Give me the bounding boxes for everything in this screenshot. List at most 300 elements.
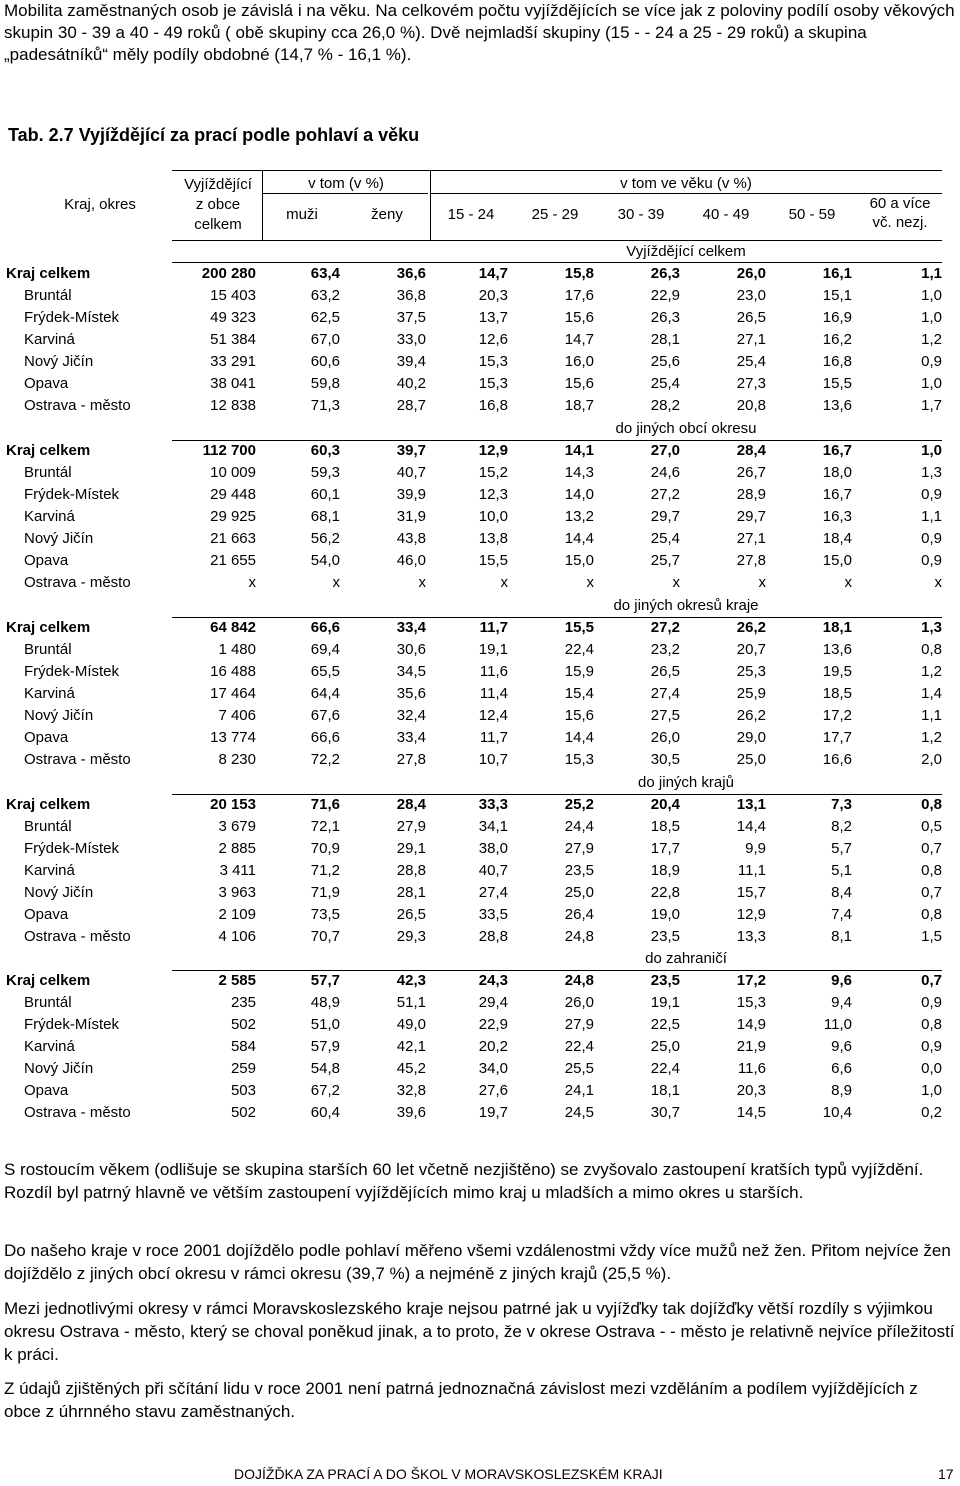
table-cell: 29,7 bbox=[736, 507, 766, 525]
table-cell: 25,2 bbox=[564, 796, 594, 813]
table-cell: 1,0 bbox=[921, 1081, 942, 1099]
table-cell: 15 403 bbox=[210, 286, 256, 304]
table-cell: 19,0 bbox=[650, 905, 680, 923]
table-cell: 503 bbox=[230, 1081, 256, 1099]
table-cell: 71,2 bbox=[310, 861, 340, 879]
table-cell: 14,4 bbox=[564, 529, 594, 547]
row-label: Frýdek-Místek bbox=[24, 308, 120, 326]
table-cell: 23,5 bbox=[650, 972, 680, 989]
table-cell: 69,4 bbox=[310, 640, 340, 658]
table-cell: 502 bbox=[230, 1015, 256, 1033]
table-cell: 62,5 bbox=[310, 308, 340, 326]
table-cell: 25,4 bbox=[650, 374, 680, 392]
table-cell: 14,4 bbox=[564, 728, 594, 746]
table-cell: 16,9 bbox=[822, 308, 852, 326]
table-cell: 15,2 bbox=[478, 463, 508, 481]
table-cell: 10,7 bbox=[478, 750, 508, 768]
header-vtom-pct: v tom (v %) bbox=[308, 175, 384, 192]
page-number: 17 bbox=[938, 1466, 954, 1482]
table-row bbox=[0, 506, 960, 528]
row-label: Frýdek-Místek bbox=[24, 839, 120, 857]
table-cell: 22,4 bbox=[564, 640, 594, 658]
table-cell: 72,2 bbox=[310, 750, 340, 768]
table-cell: 32,8 bbox=[396, 1081, 426, 1099]
table-cell: 14,0 bbox=[564, 485, 594, 503]
table-cell: 32,4 bbox=[396, 706, 426, 724]
table-cell: 27,5 bbox=[650, 706, 680, 724]
table-cell: 1,3 bbox=[921, 619, 942, 636]
table-cell: 15,6 bbox=[564, 706, 594, 724]
table-cell: 24,4 bbox=[564, 817, 594, 835]
table-cell: 28,8 bbox=[396, 861, 426, 879]
table-cell: 25,9 bbox=[736, 684, 766, 702]
table-cell: 40,7 bbox=[396, 463, 426, 481]
table-cell: 2,0 bbox=[921, 750, 942, 768]
table-cell: 27,2 bbox=[650, 619, 680, 636]
row-label: Opava bbox=[24, 905, 69, 923]
table-cell: 18,1 bbox=[650, 1081, 680, 1099]
table-cell: 6,6 bbox=[831, 1059, 852, 1077]
table-cell: 24,8 bbox=[564, 972, 594, 989]
table-cell: 33,4 bbox=[396, 619, 426, 636]
table-cell: 26,2 bbox=[736, 619, 766, 636]
table-cell: 29,3 bbox=[396, 927, 426, 945]
table-row bbox=[0, 683, 960, 705]
table-row bbox=[0, 1014, 960, 1036]
table-cell: 27,8 bbox=[396, 750, 426, 768]
table-cell: x bbox=[844, 573, 852, 591]
header-zeny: ženy bbox=[371, 206, 403, 223]
row-label: Kraj celkem bbox=[6, 442, 91, 459]
table-cell: 29 448 bbox=[210, 485, 256, 503]
row-label: Karviná bbox=[24, 684, 75, 702]
table-cell: 10,0 bbox=[478, 507, 508, 525]
header-age-50-59: 50 - 59 bbox=[788, 206, 836, 223]
row-label: Kraj celkem bbox=[6, 796, 91, 813]
table-cell: 27,0 bbox=[650, 442, 680, 459]
row-label: Frýdek-Místek bbox=[24, 485, 120, 503]
table-cell: 29,7 bbox=[650, 507, 680, 525]
table-row bbox=[0, 838, 960, 860]
table-cell: 0,7 bbox=[921, 972, 942, 989]
table-cell: 70,9 bbox=[310, 839, 340, 857]
table-row bbox=[0, 484, 960, 506]
table-cell: 34,0 bbox=[478, 1059, 508, 1077]
row-label: Nový Jičín bbox=[24, 883, 94, 901]
paragraph: Do našeho kraje v roce 2001 dojíždělo podle pohlaví měřeno všemi vzdálenostmi vždy více mužů než žen. Přitom nejvíce žen dojíždělo z jiných obcí okresu v rámci okresu (39,7 %) a nejméně z jiných krajů (25,5 %). bbox=[4, 1241, 951, 1283]
table-cell: 31,9 bbox=[396, 507, 426, 525]
table-cell: 112 700 bbox=[202, 442, 256, 459]
table-cell: 16,6 bbox=[822, 750, 852, 768]
table-cell: 17,6 bbox=[564, 286, 594, 304]
table-cell: 235 bbox=[230, 993, 256, 1011]
table-cell: 33,0 bbox=[396, 330, 426, 348]
table-cell: 39,9 bbox=[396, 485, 426, 503]
table-row bbox=[0, 528, 960, 550]
header-age-15-24: 15 - 24 bbox=[447, 206, 495, 223]
table-cell: 502 bbox=[230, 1103, 256, 1121]
row-label: Kraj celkem bbox=[6, 972, 91, 989]
table-cell: 28,4 bbox=[396, 796, 426, 813]
table-row bbox=[0, 462, 960, 484]
table-cell: 27,9 bbox=[564, 839, 594, 857]
table-row-total bbox=[0, 440, 960, 462]
table-cell: 15,3 bbox=[736, 993, 766, 1011]
table-cell: 25,4 bbox=[736, 352, 766, 370]
row-label: Bruntál bbox=[24, 817, 72, 835]
table-cell: 2 885 bbox=[218, 839, 256, 857]
table-cell: 25,0 bbox=[650, 1037, 680, 1055]
table-cell: 200 280 bbox=[201, 265, 256, 282]
table-cell: 15,3 bbox=[478, 352, 508, 370]
row-label: Karviná bbox=[24, 1037, 75, 1055]
section-title: Vyjíždějící celkem bbox=[626, 243, 746, 260]
table-cell: 16,8 bbox=[478, 396, 508, 414]
header-kraj-okres: Kraj, okres bbox=[64, 196, 136, 213]
row-label: Bruntál bbox=[24, 640, 72, 658]
table-cell: 0,8 bbox=[921, 861, 942, 879]
table-cell: 15,5 bbox=[822, 374, 852, 392]
table-row bbox=[0, 1058, 960, 1080]
row-label: Karviná bbox=[24, 330, 75, 348]
table-row bbox=[0, 1102, 960, 1124]
table-cell: 15,9 bbox=[564, 662, 594, 680]
table-row bbox=[0, 882, 960, 904]
table-cell: 51,1 bbox=[396, 993, 426, 1011]
table-cell: 5,7 bbox=[831, 839, 852, 857]
table-cell: 27,2 bbox=[650, 485, 680, 503]
table-cell: 27,4 bbox=[650, 684, 680, 702]
table-cell: 26,7 bbox=[736, 463, 766, 481]
table-cell: 16,1 bbox=[822, 265, 852, 282]
table-cell: 13 774 bbox=[210, 728, 256, 746]
table-cell: 13,3 bbox=[736, 927, 766, 945]
table-cell: 24,5 bbox=[564, 1103, 594, 1121]
section-title: do jiných okresů kraje bbox=[613, 597, 759, 614]
table-cell: 8 230 bbox=[218, 750, 256, 768]
table-cell: 26,2 bbox=[736, 706, 766, 724]
table-cell: 28,4 bbox=[736, 442, 766, 459]
table-cell: 24,1 bbox=[564, 1081, 594, 1099]
header-bottom-rule bbox=[172, 240, 942, 241]
table-cell: 67,2 bbox=[310, 1081, 340, 1099]
table-cell: 8,2 bbox=[831, 817, 852, 835]
table-cell: 34,5 bbox=[396, 662, 426, 680]
row-label: Frýdek-Místek bbox=[24, 1015, 120, 1033]
table-cell: 11,4 bbox=[479, 684, 508, 702]
table-cell: 1,1 bbox=[921, 706, 942, 724]
row-label: Bruntál bbox=[24, 993, 72, 1011]
table-row bbox=[0, 395, 960, 417]
table-cell: 20,8 bbox=[736, 396, 766, 414]
table-cell: 1,3 bbox=[921, 463, 942, 481]
table-cell: 15,3 bbox=[478, 374, 508, 392]
table-cell: 56,2 bbox=[310, 529, 340, 547]
table-cell: 3 963 bbox=[218, 883, 256, 901]
table-cell: 7,3 bbox=[831, 796, 852, 813]
table-cell: 15,5 bbox=[564, 619, 594, 636]
section-title: do zahraničí bbox=[645, 950, 727, 967]
table-cell: 48,9 bbox=[310, 993, 340, 1011]
table-cell: 29,4 bbox=[478, 993, 508, 1011]
table-cell: 33,5 bbox=[478, 905, 508, 923]
table-cell: 34,1 bbox=[478, 817, 508, 835]
table-cell: x bbox=[586, 573, 594, 591]
section-title: do jiných obcí okresu bbox=[615, 420, 757, 437]
table-cell: 22,5 bbox=[650, 1015, 680, 1033]
table-cell: 0,8 bbox=[921, 905, 942, 923]
table-cell: 45,2 bbox=[396, 1059, 426, 1077]
table-caption: Tab. 2.7 Vyjíždějící za prací podle pohlaví a věku bbox=[8, 125, 420, 145]
table-cell: 15,7 bbox=[736, 883, 766, 901]
table-cell: 24,6 bbox=[650, 463, 680, 481]
table-cell: 10,4 bbox=[822, 1103, 852, 1121]
table-cell: 18,4 bbox=[822, 529, 852, 547]
table-cell: 66,6 bbox=[310, 619, 340, 636]
table-cell: 33 291 bbox=[210, 352, 256, 370]
table-cell: 36,8 bbox=[396, 286, 426, 304]
table-cell: 11,0 bbox=[823, 1015, 852, 1033]
table-cell: 67,0 bbox=[310, 330, 340, 348]
table-cell: x bbox=[672, 573, 680, 591]
table-cell: 15,6 bbox=[564, 308, 594, 326]
table-cell: 38,0 bbox=[478, 839, 508, 857]
table-cell: 43,8 bbox=[396, 529, 426, 547]
row-label: Ostrava - město bbox=[24, 927, 131, 945]
table-cell: 60,4 bbox=[310, 1103, 340, 1121]
header-vyjizdejici-line3: celkem bbox=[194, 216, 242, 233]
table-cell: 28,2 bbox=[650, 396, 680, 414]
table-cell: 51 384 bbox=[210, 330, 256, 348]
table-cell: 3 679 bbox=[218, 817, 256, 835]
table-cell: 0,9 bbox=[921, 352, 942, 370]
header-age-30-39: 30 - 39 bbox=[617, 206, 665, 223]
table-row bbox=[0, 351, 960, 373]
table-cell: 27,9 bbox=[564, 1015, 594, 1033]
table-cell: 30,6 bbox=[396, 640, 426, 658]
table-cell: 60,6 bbox=[310, 352, 340, 370]
table-cell: 27,9 bbox=[396, 817, 426, 835]
table-cell: 13,1 bbox=[736, 796, 766, 813]
table-cell: x bbox=[758, 573, 766, 591]
table-cell: 9,4 bbox=[831, 993, 852, 1011]
row-label: Ostrava - město bbox=[24, 1103, 131, 1121]
table-cell: 23,5 bbox=[564, 861, 594, 879]
table-cell: 19,5 bbox=[822, 662, 852, 680]
header-vyjizdejici-line1: Vyjíždějící bbox=[184, 176, 252, 193]
header-age-60plus-line1: 60 a více bbox=[869, 195, 931, 212]
table-cell: 0,2 bbox=[921, 1103, 942, 1121]
table-cell: 1,0 bbox=[921, 286, 942, 304]
table-row bbox=[0, 285, 960, 307]
row-label: Nový Jičín bbox=[24, 352, 94, 370]
table-cell: 22,4 bbox=[564, 1037, 594, 1055]
row-label: Nový Jičín bbox=[24, 706, 94, 724]
table-cell: 16,0 bbox=[564, 352, 594, 370]
table-cell: 13,6 bbox=[822, 640, 852, 658]
table-cell: 26,0 bbox=[564, 993, 594, 1011]
table-cell: 12,6 bbox=[478, 330, 508, 348]
row-label: Ostrava - město bbox=[24, 396, 131, 414]
table-row bbox=[0, 661, 960, 683]
table-cell: 54,0 bbox=[310, 551, 340, 569]
table-cell: 36,6 bbox=[396, 265, 426, 282]
table-cell: 27,1 bbox=[736, 330, 766, 348]
table-cell: 27,4 bbox=[478, 883, 508, 901]
table-cell: 1,1 bbox=[921, 265, 942, 282]
header-age-40-49: 40 - 49 bbox=[702, 206, 750, 223]
table-cell: 15,4 bbox=[564, 684, 594, 702]
table-cell: 40,7 bbox=[478, 861, 508, 879]
row-label: Bruntál bbox=[24, 463, 72, 481]
table-cell: 22,8 bbox=[650, 883, 680, 901]
table-row bbox=[0, 307, 960, 329]
table-cell: 59,3 bbox=[310, 463, 340, 481]
row-label: Bruntál bbox=[24, 286, 72, 304]
table-cell: 26,3 bbox=[650, 308, 680, 326]
table-cell: 26,4 bbox=[564, 905, 594, 923]
table-cell: 14,3 bbox=[564, 463, 594, 481]
table-cell: 1,2 bbox=[921, 728, 942, 746]
table-row bbox=[0, 329, 960, 351]
table-cell: 60,1 bbox=[310, 485, 340, 503]
table-cell: 20,3 bbox=[478, 286, 508, 304]
table-cell: 37,5 bbox=[396, 308, 426, 326]
table-cell: 0,8 bbox=[921, 796, 942, 813]
table-cell: 23,5 bbox=[650, 927, 680, 945]
table-cell: 23,2 bbox=[650, 640, 680, 658]
table-cell: 57,7 bbox=[310, 972, 340, 989]
table-cell: 15,5 bbox=[478, 551, 508, 569]
table-cell: 2 109 bbox=[218, 905, 256, 923]
table-cell: 19,7 bbox=[478, 1103, 508, 1121]
table-cell: 42,1 bbox=[396, 1037, 426, 1055]
table-cell: 64 842 bbox=[210, 619, 256, 636]
table-cell: 49 323 bbox=[210, 308, 256, 326]
table-cell: 24,8 bbox=[564, 927, 594, 945]
table-cell: 1,2 bbox=[921, 330, 942, 348]
row-label: Karviná bbox=[24, 507, 75, 525]
table-cell: x bbox=[418, 573, 426, 591]
table-cell: 11,6 bbox=[479, 662, 508, 680]
header-vtom-veku: v tom ve věku (v %) bbox=[620, 175, 752, 192]
table-cell: 25,4 bbox=[650, 529, 680, 547]
table-cell: 12,9 bbox=[478, 442, 508, 459]
table-cell: 27,1 bbox=[736, 529, 766, 547]
row-label: Kraj celkem bbox=[6, 619, 91, 636]
table-cell: 71,6 bbox=[310, 796, 340, 813]
table-cell: 3 411 bbox=[219, 861, 256, 879]
table-cell: 66,6 bbox=[310, 728, 340, 746]
table-row bbox=[0, 904, 960, 926]
row-label: Ostrava - město bbox=[24, 750, 131, 768]
table-cell: 29,0 bbox=[736, 728, 766, 746]
table-cell: 63,4 bbox=[310, 265, 340, 282]
table-row-total bbox=[0, 617, 960, 639]
table-cell: 16,8 bbox=[822, 352, 852, 370]
table-cell: 30,7 bbox=[650, 1103, 680, 1121]
table-cell: 14,9 bbox=[736, 1015, 766, 1033]
table-cell: 0,9 bbox=[921, 485, 942, 503]
table-cell: 21 663 bbox=[210, 529, 256, 547]
table-cell: x bbox=[248, 573, 256, 591]
table-cell: 0,9 bbox=[921, 551, 942, 569]
table-cell: 4 106 bbox=[218, 927, 256, 945]
table-cell: 9,9 bbox=[745, 839, 766, 857]
table-cell: 13,2 bbox=[564, 507, 594, 525]
table-row bbox=[0, 373, 960, 395]
table-cell: 1,2 bbox=[921, 662, 942, 680]
table-cell: 18,9 bbox=[650, 861, 680, 879]
table-cell: 38 041 bbox=[210, 374, 256, 392]
header-vyjizdejici-line2: z obce bbox=[195, 196, 241, 213]
table-cell: 60,3 bbox=[310, 442, 340, 459]
table-cell: 68,1 bbox=[310, 507, 340, 525]
table-cell: 0,7 bbox=[921, 883, 942, 901]
table-row-total bbox=[0, 970, 960, 992]
table-cell: 26,5 bbox=[736, 308, 766, 326]
table-cell: 13,6 bbox=[822, 396, 852, 414]
table-cell: 19,1 bbox=[650, 993, 680, 1011]
table-cell: 14,7 bbox=[564, 330, 594, 348]
table-row bbox=[0, 816, 960, 838]
table-cell: 25,5 bbox=[564, 1059, 594, 1077]
table-cell: 1,0 bbox=[921, 374, 942, 392]
table-cell: 11,6 bbox=[737, 1059, 766, 1077]
table-cell: 1,4 bbox=[921, 684, 942, 702]
table-cell: 15,6 bbox=[564, 374, 594, 392]
table-row bbox=[0, 550, 960, 572]
table-row-total bbox=[0, 263, 960, 285]
table-cell: 0,5 bbox=[921, 817, 942, 835]
row-label: Opava bbox=[24, 374, 69, 392]
table-cell: 18,5 bbox=[822, 684, 852, 702]
table-cell: 15,0 bbox=[564, 551, 594, 569]
table-cell: 39,6 bbox=[396, 1103, 426, 1121]
row-label: Nový Jičín bbox=[24, 529, 94, 547]
table-cell: 26,5 bbox=[396, 905, 426, 923]
table-cell: 57,9 bbox=[310, 1037, 340, 1055]
table-cell: 64,4 bbox=[310, 684, 340, 702]
table-cell: 25,0 bbox=[564, 883, 594, 901]
table-row bbox=[0, 705, 960, 727]
table-cell: 22,9 bbox=[478, 1015, 508, 1033]
table-cell: 23,0 bbox=[736, 286, 766, 304]
table-cell: 15,8 bbox=[564, 265, 594, 282]
table-cell: x bbox=[332, 573, 340, 591]
table-cell: 39,4 bbox=[396, 352, 426, 370]
table-cell: 29,1 bbox=[396, 839, 426, 857]
table-cell: 12,9 bbox=[736, 905, 766, 923]
table-cell: 25,7 bbox=[650, 551, 680, 569]
row-label: Nový Jičín bbox=[24, 1059, 94, 1077]
table-cell: 20 153 bbox=[210, 796, 256, 813]
row-label: Opava bbox=[24, 1081, 69, 1099]
table-cell: 1 480 bbox=[218, 640, 256, 658]
table-cell: 22,4 bbox=[650, 1059, 680, 1077]
section-title: do jiných krajů bbox=[638, 774, 734, 791]
table-cell: 28,9 bbox=[736, 485, 766, 503]
table-cell: 28,1 bbox=[650, 330, 680, 348]
table-cell: 17,7 bbox=[650, 839, 680, 857]
table-cell: 27,8 bbox=[736, 551, 766, 569]
table-cell: 46,0 bbox=[396, 551, 426, 569]
table-cell: 11,7 bbox=[479, 728, 508, 746]
table-cell: 20,4 bbox=[650, 796, 680, 813]
table-cell: 40,2 bbox=[396, 374, 426, 392]
table-row bbox=[0, 1080, 960, 1102]
table-cell: 12,3 bbox=[478, 485, 508, 503]
